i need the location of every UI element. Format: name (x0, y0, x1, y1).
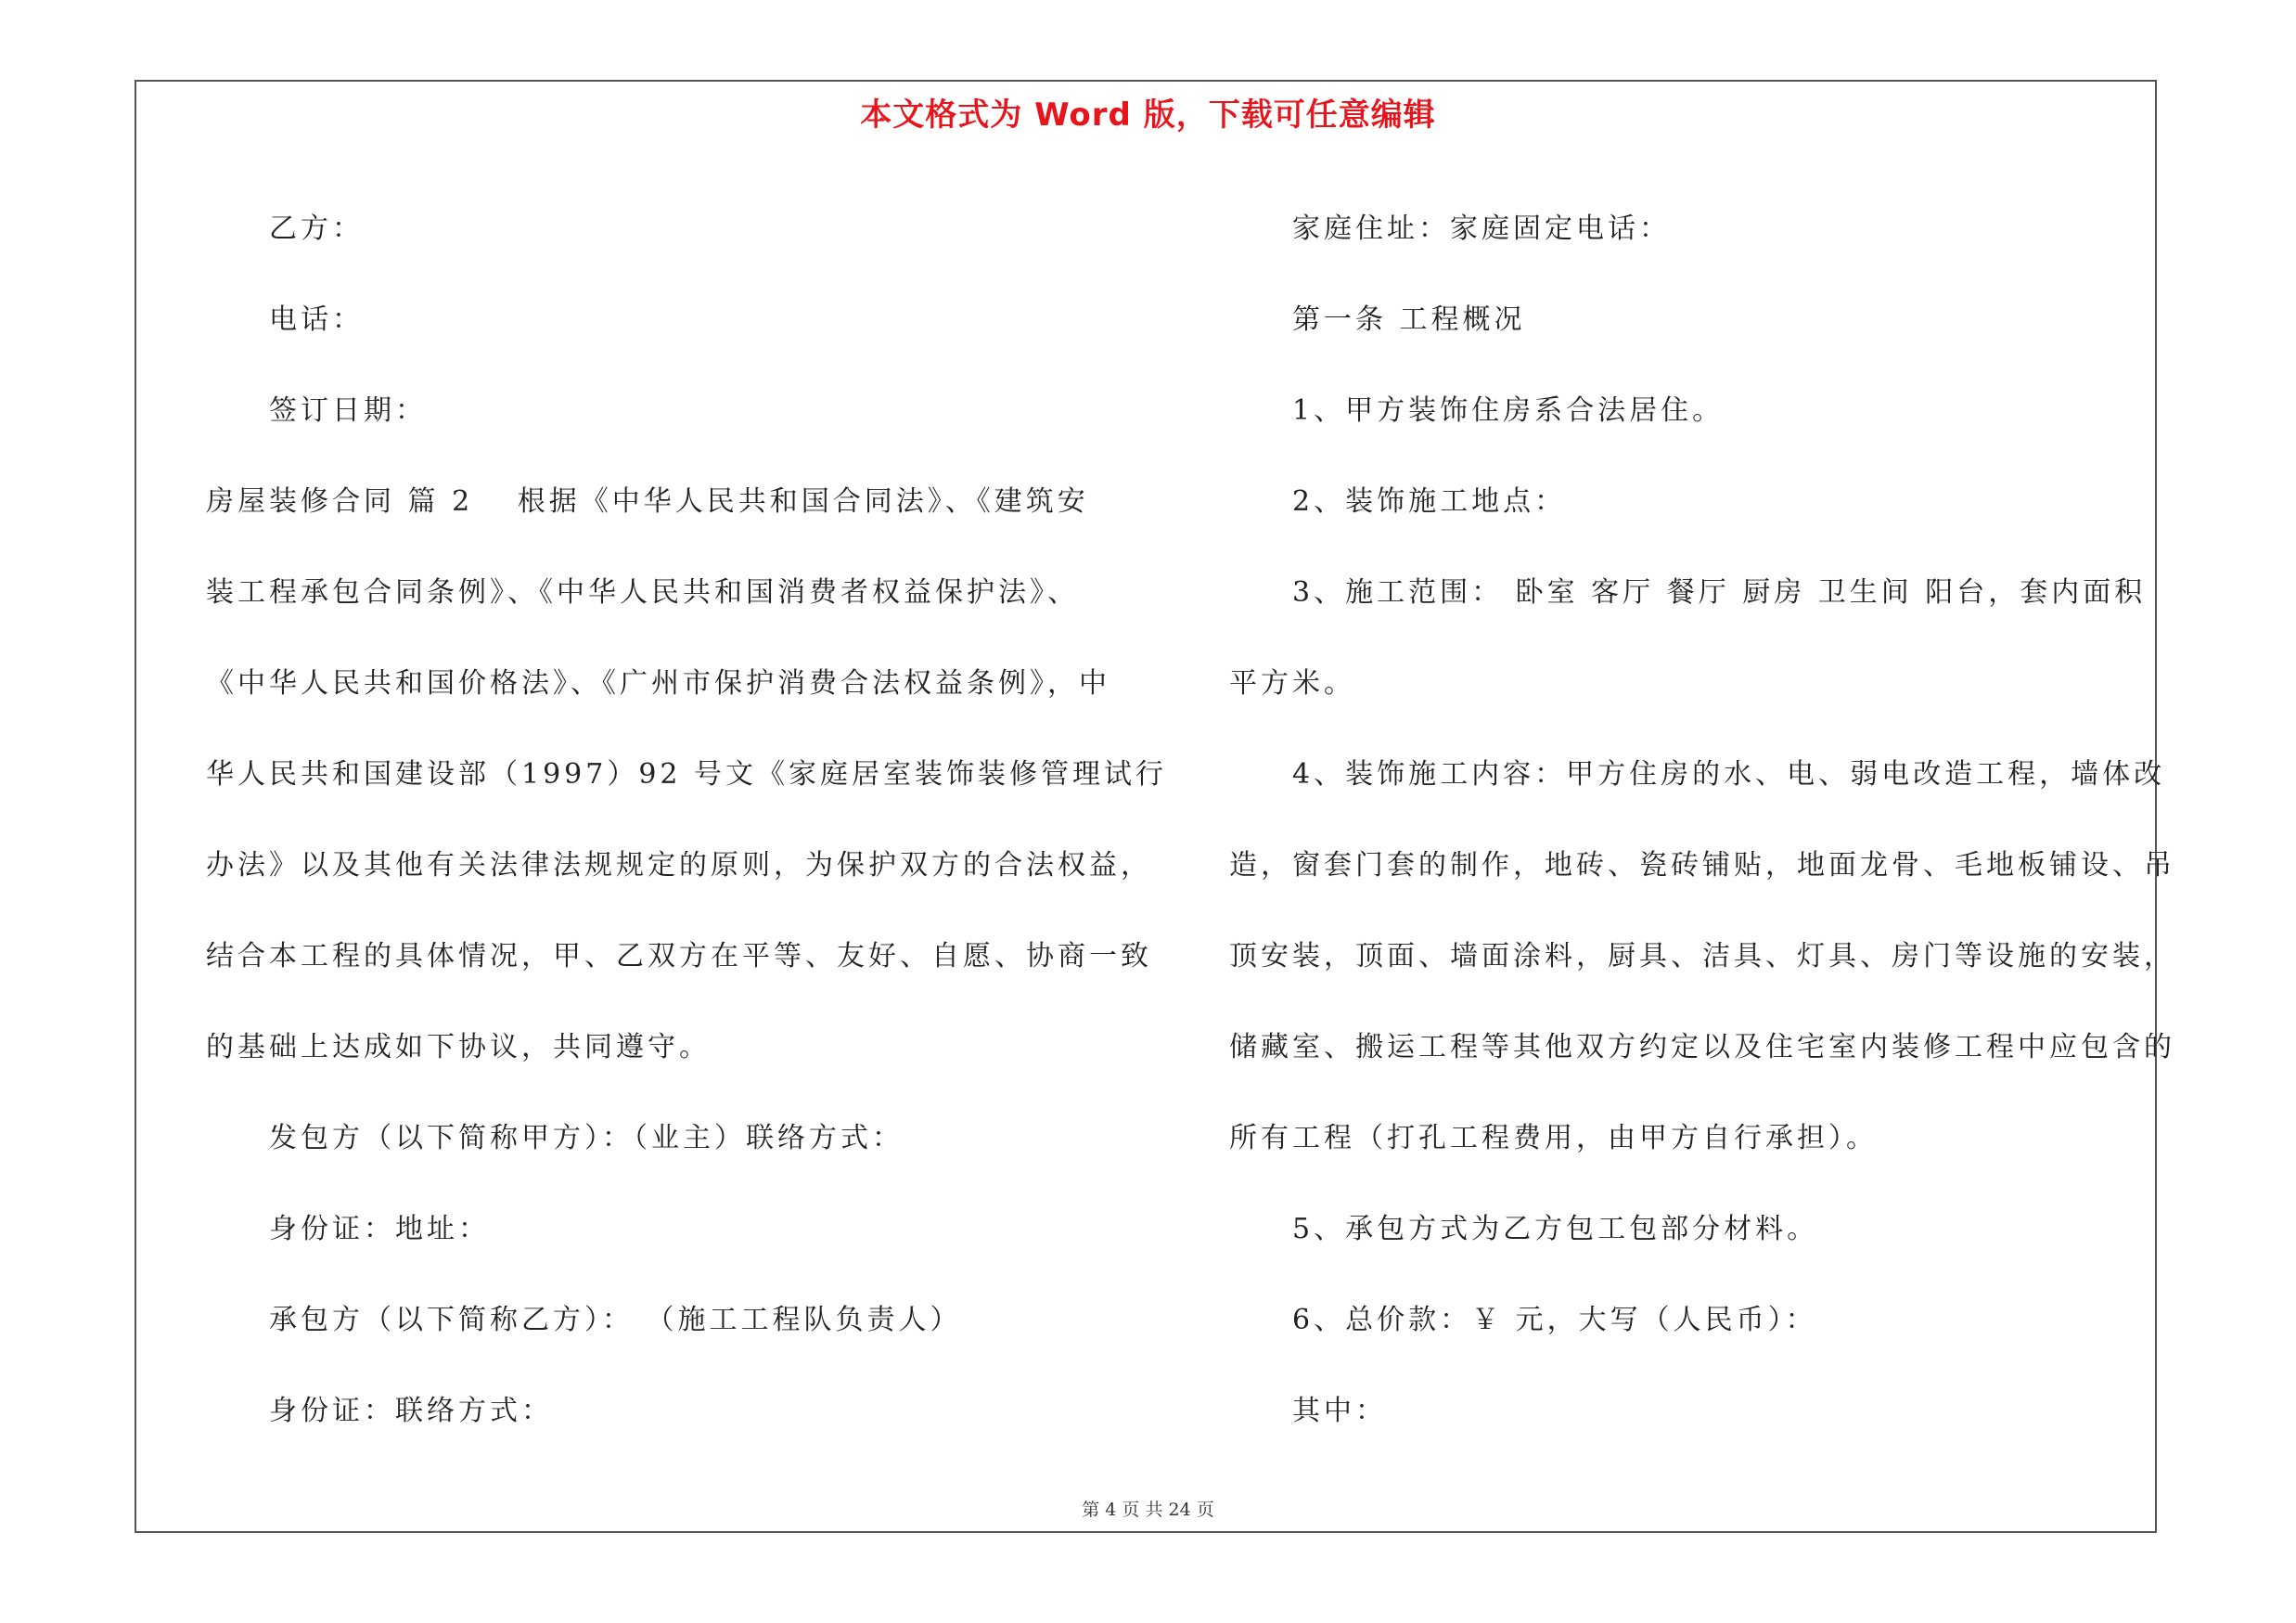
left-paragraph: 房屋装修合同 篇 2 根据《中华人民共和国合同法》、《建筑安 (206, 485, 1089, 518)
right-paragraph: 第一条 工程概况 (1292, 303, 1526, 336)
right-paragraph: 造，窗套门套的制作，地砖、瓷砖铺贴，地面龙骨、毛地板铺设、吊 (1229, 849, 2175, 882)
left-column (206, 184, 1168, 1457)
left-paragraph: 的基础上达成如下协议，共同遵守。 (206, 1031, 711, 1063)
right-column (1229, 184, 2175, 1457)
right-paragraph: 家庭住址：家庭固定电话： (1292, 213, 1671, 245)
right-paragraph: 所有工程（打孔工程费用，由甲方自行承担）。 (1229, 1122, 1878, 1154)
left-paragraph: 乙方： (269, 213, 364, 245)
right-paragraph: 其中： (1292, 1395, 1387, 1427)
left-paragraph: 华人民共和国建设部（1997）92 号文《家庭居室装饰装修管理试行 (206, 758, 1168, 791)
left-paragraph: 签订日期： (269, 394, 427, 427)
left-paragraph: 《中华人民共和国价格法》、《广州市保护消费合法权益条例》，中 (206, 667, 1110, 700)
header-banner: 本文格式为 Word 版，下载可任意编辑 (860, 97, 1436, 134)
right-paragraph: 6、总价款：￥ 元，大写（人民币）： (1292, 1304, 1817, 1336)
left-paragraph: 办法》以及其他有关法律法规规定的原则，为保护双方的合法权益， (206, 849, 1152, 882)
right-paragraph: 2、装饰施工地点： (1292, 485, 1567, 518)
left-paragraph: 电话： (269, 303, 364, 336)
right-paragraph: 4、装饰施工内容：甲方住房的水、电、弱电改造工程，墙体改 (1292, 758, 2166, 791)
right-paragraph: 平方米。 (1229, 667, 1355, 700)
right-paragraph: 顶安装，顶面、墙面涂料，厨具、洁具、灯具、房门等设施的安装， (1229, 940, 2175, 973)
left-paragraph: 发包方（以下简称甲方）：（业主）联络方式： (269, 1122, 904, 1154)
right-paragraph: 3、施工范围： 卧室 客厅 餐厅 厨房 卫生间 阳台，套内面积 (1292, 576, 2147, 609)
right-paragraph: 储藏室、搬运工程等其他双方约定以及住宅室内装修工程中应包含的 (1229, 1031, 2175, 1063)
right-paragraph: 1、甲方装饰住房系合法居住。 (1292, 394, 1725, 427)
left-paragraph: 承包方（以下简称乙方）： （施工工程队负责人） (269, 1304, 962, 1336)
left-paragraph: 装工程承包合同条例》、《中华人民共和国消费者权益保护法》、 (206, 576, 1079, 609)
page-number-footer: 第 4 页 共 24 页 (1082, 1500, 1214, 1520)
left-paragraph: 身份证：地址： (269, 1213, 490, 1245)
right-paragraph: 5、承包方式为乙方包工包部分材料。 (1292, 1213, 1819, 1245)
left-paragraph: 身份证：联络方式： (269, 1395, 553, 1427)
left-paragraph: 结合本工程的具体情况，甲、乙双方在平等、友好、自愿、协商一致 (206, 940, 1152, 973)
